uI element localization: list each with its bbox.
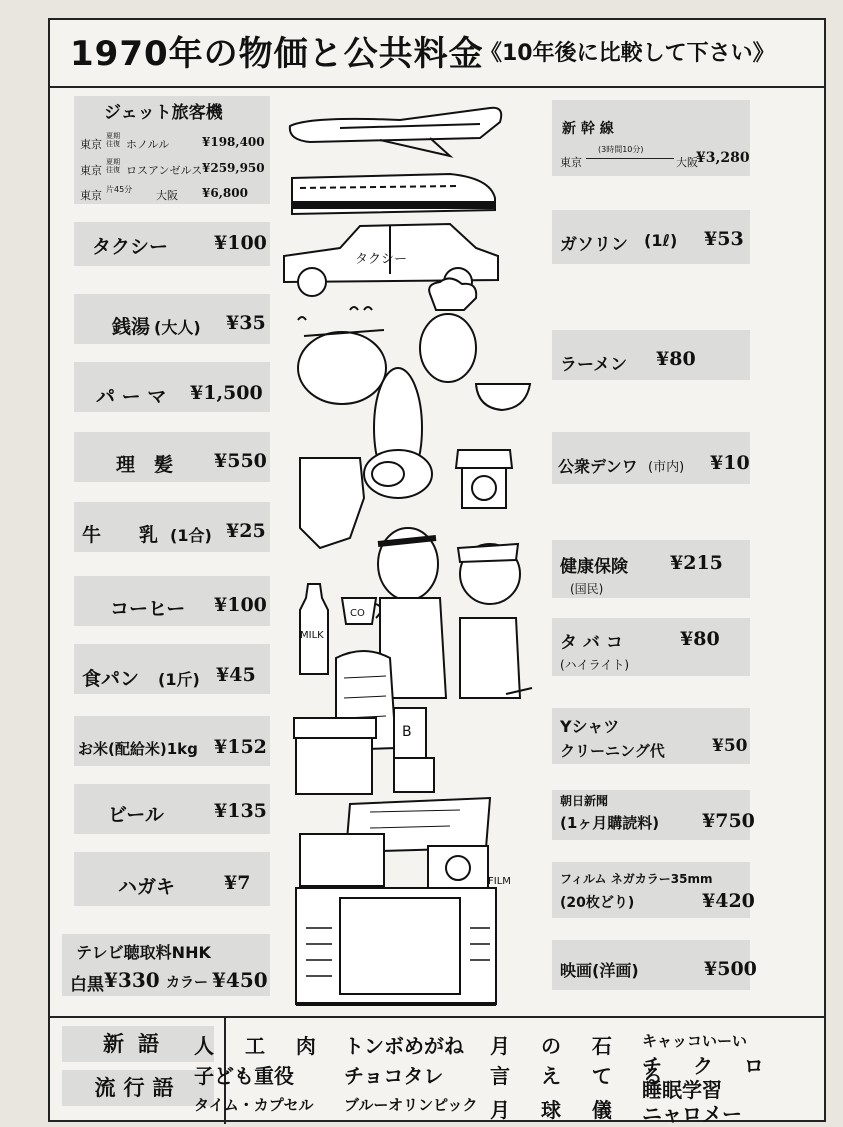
item-price: ¥7 — [224, 872, 251, 894]
item-label: フィルム ネガカラー35mm — [560, 872, 713, 886]
item-price: ¥80 — [656, 348, 696, 370]
jet-route-to: 大阪 — [156, 189, 178, 202]
smoking-man-icon — [458, 544, 532, 698]
jet-heading: ジェット旅客機 — [104, 103, 223, 123]
new-words-section — [48, 1016, 826, 1126]
item-label: 公衆デンワ — [558, 457, 638, 476]
item-label: ラーメン — [560, 355, 628, 375]
item-price: ¥135 — [214, 800, 267, 822]
jet-plane-icon — [290, 108, 501, 156]
ramen-item — [552, 330, 750, 380]
item-label: 銭湯 — [112, 316, 151, 338]
shinkansen-label: 新 幹 線 — [562, 121, 614, 137]
film-item — [552, 862, 755, 918]
title-bar — [48, 18, 826, 88]
coffee-cup-icon — [342, 598, 381, 624]
tv-color-label: カラー — [166, 975, 208, 991]
item-label: 理 髪 — [116, 454, 174, 476]
item-detail: (市内) — [648, 460, 685, 475]
new-word: 睡眠学習 — [642, 1078, 722, 1102]
barber-man-icon — [300, 458, 364, 548]
bath-face-icon — [298, 307, 386, 404]
page-title: 1970年の物価と公共料金 — [70, 34, 484, 74]
item-label: ハガキ — [118, 876, 176, 898]
payphone-item — [552, 432, 750, 484]
item-detail: (20枚どり) — [560, 895, 635, 911]
newspaper-item — [552, 790, 755, 840]
taxi-sign-text: タクシー — [355, 252, 408, 267]
item-label: タ バ コ — [560, 633, 623, 653]
milk-item — [74, 502, 270, 552]
beer-mug-icon — [394, 708, 434, 792]
item-label: パ ー マ — [96, 386, 167, 408]
shinkansen-price: ¥3,280 — [696, 150, 750, 166]
coffee-cup-text: CO — [350, 608, 365, 619]
item-label: 食パン — [82, 668, 140, 690]
item-label: 健康保険 — [560, 557, 628, 577]
item-detail: (1斤) — [158, 670, 200, 689]
radio-icon — [300, 834, 384, 886]
milk-label-text: MILK — [300, 630, 324, 641]
perm-item — [74, 362, 270, 412]
health-insurance-item — [552, 540, 750, 598]
shinkansen-to: 大阪 — [676, 156, 698, 169]
item-price: ¥1,500 — [190, 382, 263, 404]
item-detail: (ハイライト) — [560, 658, 630, 672]
cigarettes-item — [552, 618, 750, 676]
item-label: 朝日新聞 — [560, 794, 609, 808]
new-words-label: 新語 — [62, 1026, 214, 1062]
item-label: ビール — [108, 804, 164, 826]
tv-fee-label: テレビ聴取料NHK — [76, 943, 211, 962]
jet-route-price: ¥259,950 — [202, 161, 265, 175]
item-detail: (1ヶ月購読料) — [560, 814, 660, 832]
new-word: チ ク ロ — [642, 1054, 776, 1078]
item-detail: クリーニング代 — [560, 742, 665, 760]
new-word: 人 工 肉 — [194, 1034, 328, 1058]
haircut-item — [74, 432, 270, 482]
tv-bw-price: ¥330 — [104, 968, 160, 992]
new-word: ニャロメー — [642, 1102, 742, 1126]
item-price: ¥45 — [216, 664, 256, 686]
item-price: ¥53 — [704, 228, 744, 250]
milk-bottle-icon — [300, 584, 328, 674]
item-label: 映画(洋画) — [560, 961, 639, 980]
postcard-item — [74, 852, 270, 906]
coffee-item — [74, 576, 270, 626]
rice-item — [74, 716, 270, 766]
item-price: ¥100 — [214, 232, 267, 254]
ramen-bowl-icon — [476, 384, 530, 410]
new-word: タイム・カプセル — [194, 1096, 314, 1114]
item-price: ¥50 — [712, 736, 748, 756]
bullet-train-icon — [292, 174, 495, 214]
item-detail: (大人) — [154, 318, 201, 337]
jet-route-note: 夏期往復 — [106, 132, 120, 148]
camera-icon — [428, 846, 511, 888]
jet-route-price: ¥6,800 — [202, 186, 248, 200]
new-word: 言 え て る — [490, 1064, 675, 1088]
chef-icon — [420, 278, 476, 382]
item-price: ¥750 — [702, 810, 755, 832]
new-word: 子ども重役 — [194, 1064, 294, 1088]
item-price: ¥25 — [226, 520, 266, 542]
shinkansen-duration: (3時間10分) — [598, 145, 644, 154]
jet-route-note: 片45分 — [106, 185, 133, 194]
item-label: ガソリン — [560, 235, 628, 255]
new-word: 月 の 石 — [490, 1034, 624, 1058]
tv-fee-item — [62, 934, 270, 996]
shinkansen-from: 東京 — [560, 156, 582, 169]
item-price: ¥152 — [214, 736, 267, 758]
item-price: ¥215 — [670, 552, 723, 574]
item-price: ¥10 — [710, 452, 750, 474]
bathhouse-item — [74, 294, 270, 344]
rice-bag-icon — [294, 718, 376, 794]
item-price: ¥35 — [226, 312, 266, 334]
shirt-cleaning-item — [552, 708, 750, 764]
jet-route-from: 東京 — [80, 189, 102, 202]
new-word: チョコタレ — [344, 1064, 444, 1088]
jet-route-note: 夏期往復 — [106, 158, 120, 174]
item-label: Yシャツ — [560, 717, 620, 736]
item-price: ¥500 — [704, 958, 757, 980]
gasoline-item — [552, 210, 750, 264]
tv-color-price: ¥450 — [212, 968, 268, 992]
film-box-text: FILM — [488, 876, 511, 887]
new-word: 月 球 儀 — [490, 1098, 624, 1122]
item-label: タクシー — [92, 236, 169, 258]
page-subtitle: 《10年後に比較して下さい》 — [480, 41, 775, 66]
shinkansen-arrow — [586, 158, 674, 159]
buzzwords-label: 流行語 — [62, 1070, 214, 1106]
beer-item — [74, 784, 270, 834]
item-price: ¥100 — [214, 594, 267, 616]
item-label: お米(配給米)1kg — [78, 740, 198, 758]
item-label: コーヒー — [110, 598, 186, 620]
jet-route-to: ホノルル — [126, 138, 170, 151]
item-detail: (国民) — [570, 582, 604, 596]
item-detail: (1ℓ) — [644, 231, 678, 250]
television-icon — [296, 888, 496, 1004]
item-detail: (1合) — [170, 526, 212, 545]
shinkansen-item — [552, 100, 750, 176]
new-word: トンボめがね — [344, 1034, 464, 1058]
item-price: ¥80 — [680, 628, 720, 650]
jet-route-price: ¥198,400 — [202, 135, 265, 149]
jet-block — [74, 96, 270, 204]
movie-item — [552, 940, 757, 990]
telephone-icon — [456, 450, 512, 508]
item-label: 牛 乳 — [82, 524, 159, 546]
jet-route-from: 東京 — [80, 164, 102, 177]
item-price: ¥550 — [214, 450, 267, 472]
jet-route-from: 東京 — [80, 138, 102, 151]
center-illustration — [280, 98, 550, 1018]
item-price: ¥420 — [702, 890, 755, 912]
taxi-item — [74, 222, 270, 266]
beer-mug-text: B — [402, 724, 412, 740]
new-word: ブルーオリンピック — [344, 1096, 478, 1114]
tv-bw-label: 白黒 — [70, 975, 104, 995]
new-word: キャッコいーい — [642, 1032, 748, 1050]
jet-route-to: ロスアンゼルス — [126, 164, 203, 177]
bread-item — [74, 644, 270, 694]
